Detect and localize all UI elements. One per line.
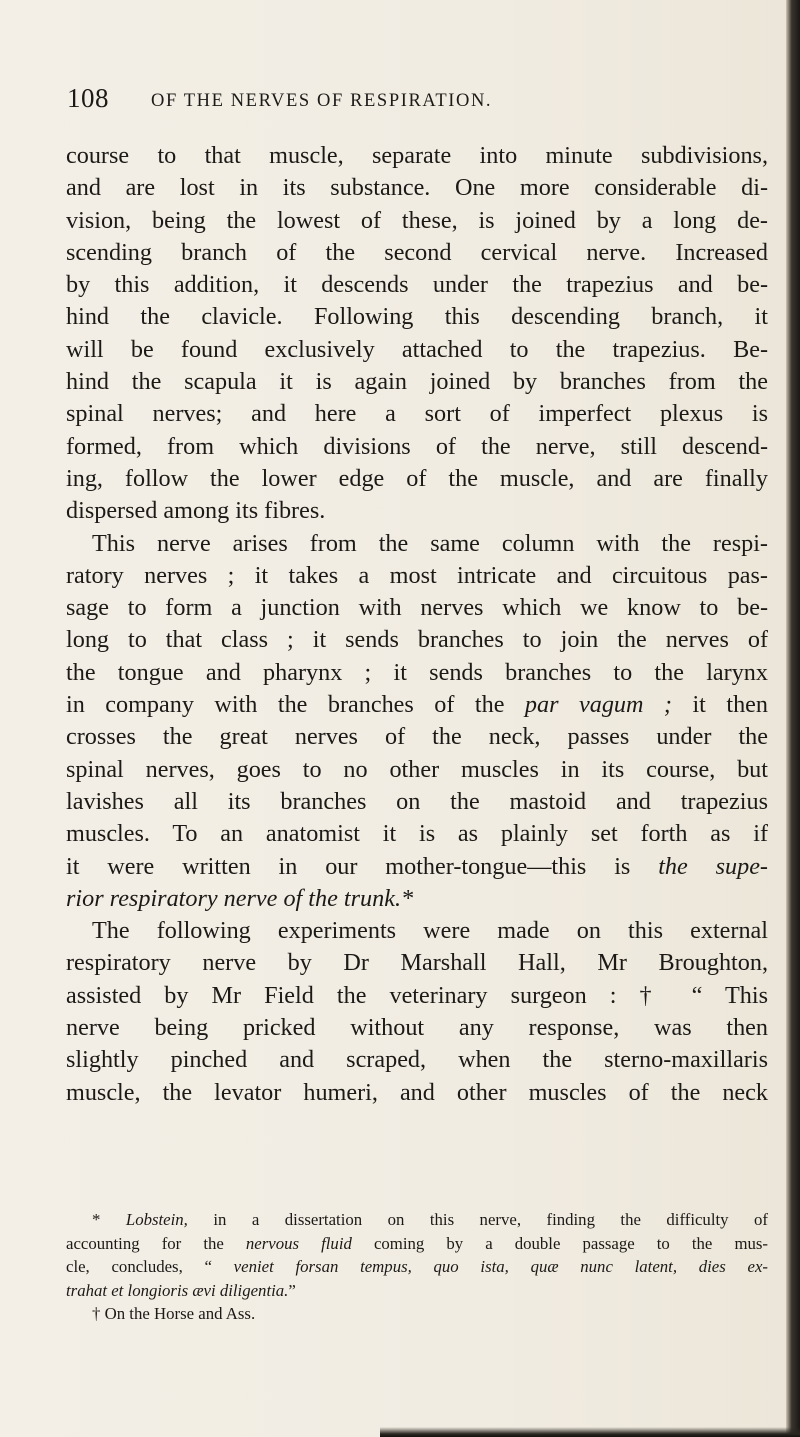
text-line xyxy=(66,883,768,915)
text-line xyxy=(66,301,768,333)
text-run: in a dissertation on this nerve, finding the difficulty of xyxy=(187,1210,768,1229)
text-line xyxy=(66,786,768,818)
text-run: The following experiments were made on this external xyxy=(92,917,768,945)
italic-text: Lobstein, xyxy=(125,1210,188,1229)
text-line xyxy=(66,398,768,430)
text-run: and are lost in its substance. One more considerable di- xyxy=(66,174,768,202)
text-line xyxy=(66,366,768,398)
page-bottom-shadow xyxy=(380,1427,800,1437)
footnotes xyxy=(66,1208,768,1326)
text-run: respiratory nerve by Dr Marshall Hall, Mr Broughton, xyxy=(66,949,768,977)
footnote-line xyxy=(66,1279,768,1303)
text-run: formed, from which divisions of the nerve, still descend- xyxy=(66,432,768,460)
text-line xyxy=(66,624,768,656)
text-run: accounting for the xyxy=(66,1233,246,1253)
italic-text: trahat et longioris ævi diligentia. xyxy=(66,1280,289,1300)
footnote-line xyxy=(66,1255,768,1279)
book-binding-edge xyxy=(786,0,800,1437)
text-line xyxy=(66,1077,768,1109)
text-run: in company with the branches of the xyxy=(66,691,525,719)
text-line xyxy=(66,851,768,883)
text-line xyxy=(66,1044,768,1076)
text-line xyxy=(66,463,768,495)
text-run: muscle, the levator humeri, and other muscles of the neck xyxy=(66,1078,768,1106)
footnote-line xyxy=(66,1208,768,1232)
text-run: scending branch of the second cervical nerve. Increased xyxy=(66,238,768,266)
body-text xyxy=(66,140,768,1109)
text-line xyxy=(66,237,768,269)
text-run: spinal nerves, goes to no other muscles in its course, but xyxy=(66,755,768,783)
text-run: vision, being the lowest of these, is joined by a long de- xyxy=(66,206,768,234)
text-run: spinal nerves; and here a sort of imperfect plexus is xyxy=(66,400,768,428)
text-line xyxy=(66,657,768,689)
text-line xyxy=(66,269,768,301)
text-run: * xyxy=(92,1210,126,1229)
italic-text: the supe- xyxy=(658,852,768,880)
text-run: nerve being pricked without any response, was then xyxy=(66,1014,768,1042)
text-line xyxy=(66,818,768,850)
running-head: OF THE NERVES OF RESPIRATION. xyxy=(151,91,493,111)
italic-text: par vagum ; xyxy=(524,691,672,719)
italic-text: nervous fluid xyxy=(245,1233,352,1253)
text-run: assisted by Mr Field the veterinary surgeon : † “ This xyxy=(66,981,768,1009)
text-line xyxy=(66,947,768,979)
text-run: muscles. To an anatomist it is as plainly set forth as if xyxy=(66,820,768,848)
text-line xyxy=(66,140,768,172)
text-run: cle, concludes, “ xyxy=(66,1257,234,1277)
text-line xyxy=(66,592,768,624)
text-line xyxy=(66,528,768,560)
text-run: hind the scapula it is again joined by branches from the xyxy=(66,368,768,396)
text-line xyxy=(66,560,768,592)
text-line xyxy=(66,172,768,204)
text-line xyxy=(66,205,768,237)
text-run: sage to form a junction with nerves which we know to be- xyxy=(66,594,768,622)
text-run: the tongue and pharynx ; it sends branches to the larynx xyxy=(66,658,768,686)
text-run: hind the clavicle. Following this descending branch, it xyxy=(66,303,768,331)
text-run: ing, follow the lower edge of the muscle, and are finally xyxy=(66,464,768,492)
text-line xyxy=(66,689,768,721)
text-run: dispersed among its fibres. xyxy=(66,497,326,525)
footnote-line xyxy=(66,1302,768,1326)
italic-text: veniet forsan tempus, quo ista, quæ nunc latent, dies ex- xyxy=(233,1257,768,1277)
text-run: ratory nerves ; it takes a most intricate and circuitous pas- xyxy=(66,561,768,589)
text-line xyxy=(66,721,768,753)
text-run: will be found exclusively attached to the trapezius. Be- xyxy=(66,335,768,363)
text-run: it were written in our mother-tongue—this is xyxy=(66,852,659,880)
footnote-line xyxy=(66,1232,768,1256)
italic-text: rior respiratory nerve of the trunk.* xyxy=(66,884,414,912)
text-line xyxy=(66,495,768,527)
text-line xyxy=(66,334,768,366)
text-run: ” xyxy=(288,1280,296,1300)
text-run: crosses the great nerves of the neck, passes under the xyxy=(66,723,768,751)
text-run: coming by a double passage to the mus- xyxy=(351,1233,768,1253)
text-run: † On the Horse and Ass. xyxy=(92,1304,256,1324)
text-run: This nerve arises from the same column with the respi- xyxy=(92,529,768,557)
page-number: 108 xyxy=(67,83,109,113)
text-run: long to that class ; it sends branches to join the nerves of xyxy=(66,626,768,654)
text-line xyxy=(66,980,768,1012)
text-line xyxy=(66,431,768,463)
text-line xyxy=(66,754,768,786)
text-run: slightly pinched and scraped, when the sterno-maxillaris xyxy=(66,1046,768,1074)
text-run: it then xyxy=(671,691,768,719)
text-line xyxy=(66,1012,768,1044)
text-line xyxy=(66,915,768,947)
text-run: lavishes all its branches on the mastoid and trapezius xyxy=(66,787,768,815)
text-run: course to that muscle, separate into minute subdivisions, xyxy=(66,142,768,169)
text-run: by this addition, it descends under the trapezius and be- xyxy=(66,271,768,299)
